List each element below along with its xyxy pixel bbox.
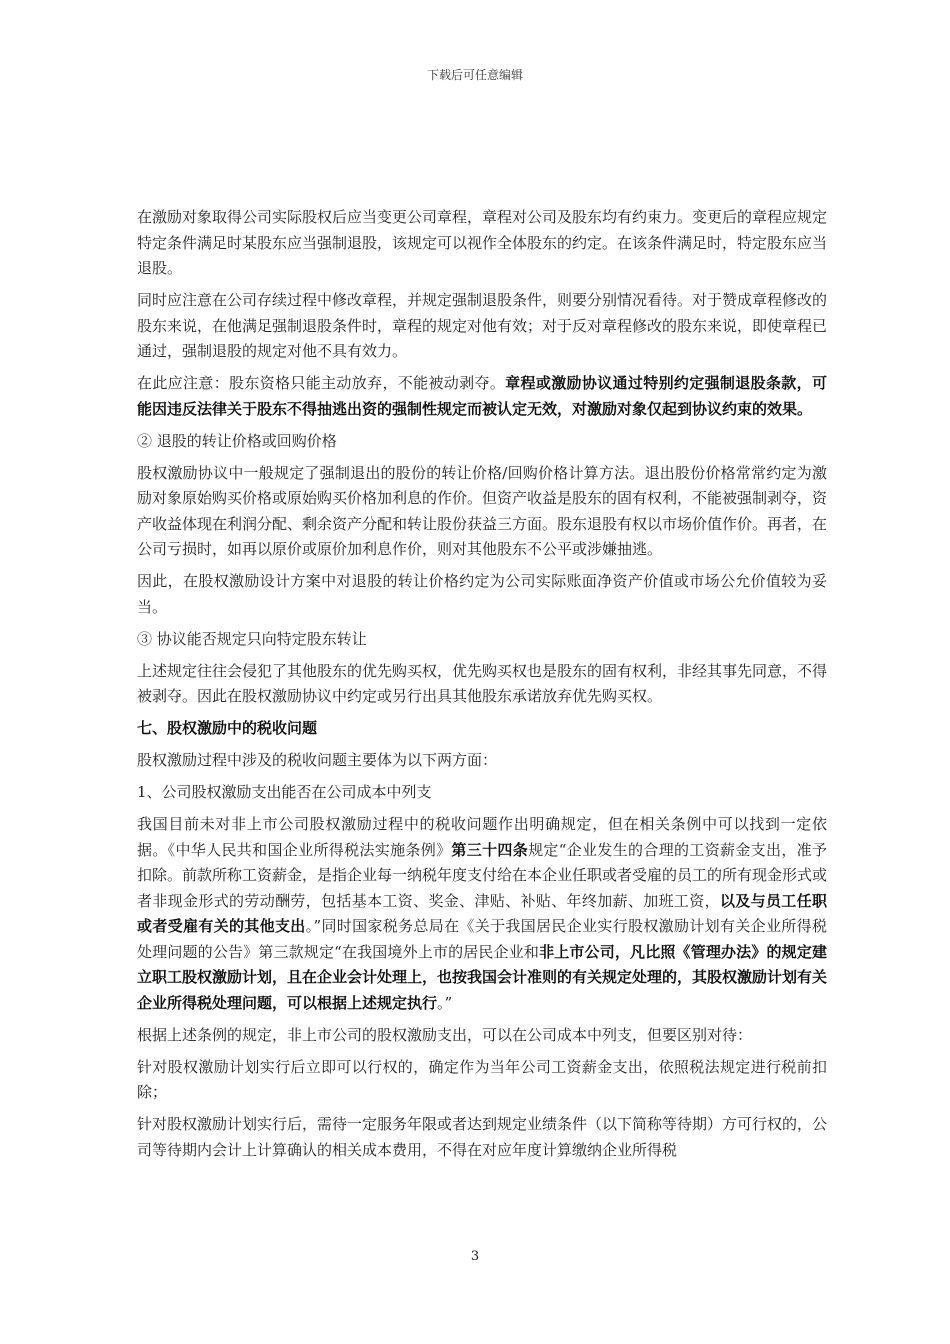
bold-text: 章程或激励协议通过特别约定强制退股条款，可能因违反法律关于股东不得抽逃出资的强制性规定而被认定无效，对激励对象仅起到协议约束的效果。 bbox=[137, 374, 827, 418]
paragraph bbox=[137, 748, 827, 774]
paragraph bbox=[137, 461, 827, 563]
text-run: 股权激励协议中一般规定了强制退出的股份的转让价格/回购价格计算方法。退出股份价格常常约定为激励对象原始购买价格或原始购买价格加利息的作价。但资产收益是股东的固有权利，不能被强制剥夺，资产收益体现在利润分配、剩余资产分配和转让股份获益三方面。股东退股有权以市场价值作价。再者，在公司亏损时，如再以原价或原价加利息作价，则对其他股东不公平或涉嫌抽逃。 bbox=[137, 463, 828, 558]
page-header: 下载后可任意编辑 bbox=[426, 68, 523, 82]
paragraph bbox=[137, 1055, 827, 1106]
paragraph bbox=[137, 569, 827, 620]
paragraph bbox=[137, 429, 827, 455]
text-run: 针对股权激励计划实行后，需待一定服务年限或者达到规定业绩条件（以下简称等待期）方可行权的，公司等待期内会计上计算确认的相关成本费用，不得在对应年度计算缴纳企业所得税 bbox=[137, 1115, 828, 1159]
paragraph bbox=[137, 716, 827, 742]
text-run: 针对股权激励计划实行后立即可以行权的，确定作为当年公司工资薪金支出，依照税法规定进行税前扣除； bbox=[137, 1057, 827, 1101]
paragraph bbox=[137, 1023, 827, 1049]
document-body bbox=[137, 205, 827, 1170]
text-run: 根据上述条例的规定，非上市公司的股权激励支出，可以在公司成本中列支，但要区别对待： bbox=[137, 1025, 753, 1044]
text-run: 在激励对象取得公司实际股权后应当变更公司章程，章程对公司及股东均有约束力。变更后的章程应规定特定条件满足时某股东应当强制退股，该规定可以视作全体股东的约定。在该条件满足时，特定股东应当退股。 bbox=[137, 208, 828, 277]
text-run: 规定“企业发生的合理的工资薪金支出，准予扣除。前款所称工资薪金，是指企业每一纳税年度支付给在本企业任职或者受雇的员工的所有现金形式或者非现金形式的劳动酬劳，包括基本工资、奖金、津贴、补贴、年终加薪、加班工资， bbox=[137, 840, 828, 910]
text-run: 。”同时国家税务总局在《关于我国居民企业实行股权激励计划有关企业所得税处理问题的公告》第三款规定“在我国境外上市的居民企业和 bbox=[137, 917, 827, 961]
text-run: 同时应注意在公司存续过程中修改章程，并规定强制退股条件，则要分别情况看待。对于赞成章程修改的股东来说，在他满足强制退股条件时，章程的规定对他有效；对于反对章程修改的股东来说，即使章程已通过，强制退股的规定对他不具有效力。 bbox=[137, 291, 828, 360]
page-number: 3 bbox=[470, 1249, 480, 1264]
text-run: 股权激励过程中涉及的税收问题主要体为以下两方面： bbox=[137, 751, 498, 769]
text-run: 上述规定往往会侵犯了其他股东的优先购买权，优先购买权也是股东的固有权利，非经其事先同意，不得被剥夺。因此在股权激励协议中约定或另行出具其他股东承诺放弃优先购买权。 bbox=[137, 661, 828, 705]
text-run: 在此应注意：股东资格只能主动放弃，不能被动剥夺。 bbox=[137, 374, 506, 392]
bold-text: 非上市公司，凡比照《管理办法》的规定建立职工股权激励计划，且在企业会计处理上，也按我国会计准则的有关规定处理的，其股权激励计划有关企业所得税处理问题，可以根据上述规定执行 bbox=[137, 942, 828, 1012]
bold-text: 以及与员工任职或者受雇有关的其他支出 bbox=[137, 891, 827, 935]
text-run: 我国目前未对非上市公司股权激励过程中的税收问题作出明确规定，但在相关条例中可以找到一定依据。《中华人民共和国企业所得税法实施条例》 bbox=[137, 815, 827, 859]
text-run: ③ 协议能否规定只向特定股东转让 bbox=[137, 629, 367, 648]
text-run: ② 退股的转让价格或回购价格 bbox=[137, 431, 337, 450]
bold-text: 七、股权激励中的税收问题 bbox=[137, 719, 318, 737]
paragraph bbox=[137, 812, 827, 1016]
bold-text: 第三十四条 bbox=[451, 840, 529, 859]
paragraph bbox=[137, 1112, 827, 1163]
paragraph bbox=[137, 659, 827, 710]
paragraph bbox=[137, 371, 827, 422]
text-run: 1、公司股权激励支出能否在公司成本中列支 bbox=[137, 783, 432, 801]
text-run: 因此，在股权激励设计方案中对退股的转让价格约定为公司实际账面净资产价值或市场公允价值较为妥当。 bbox=[137, 572, 827, 616]
paragraph bbox=[137, 205, 827, 282]
text-run: 。” bbox=[437, 993, 453, 1012]
paragraph bbox=[137, 780, 827, 806]
paragraph bbox=[137, 627, 827, 653]
paragraph bbox=[137, 288, 827, 365]
